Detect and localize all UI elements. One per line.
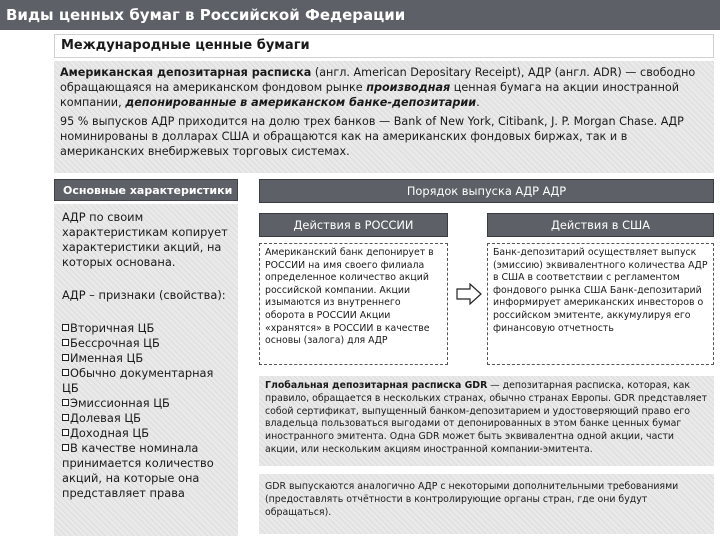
checkbox-bullet-icon: [62, 444, 69, 451]
right-arrow-icon: [456, 283, 482, 305]
intro-text-3: .: [476, 96, 480, 109]
russia-actions-box: Американский банк депонирует в РОССИИ на имя своего филиала определенное количество акций российской компании. Акции изымаются из внутреннего оборота в РОССИИ Акции «хранятся» в РОССИИ в качестве основы (залога) для АДР: [259, 243, 448, 365]
list-item: [62, 441, 230, 501]
list-item-label: Обычно документарная ЦБ: [62, 366, 214, 395]
gdr-definition-text: — депозитарная расписка, которая, как правило, обращается в нескольких странах, обычно странах Европы. GDR представляет собой сертификат, выпущенный банком-депозитарием и удостоверяющий право его владельца пользоваться выгодами от депонированных в этом банке ценных бумаг иностранного эмитента. Одна GDR может быть эквивалентна одной акции, части акции, или нескольким акциям иностранной компании-эмитента.: [265, 380, 708, 455]
list-item: [62, 351, 230, 366]
usa-actions-box: Банк-депозитарий осуществляет выпуск (эмиссию) эквивалентного количества АДР в США в соответствии с регламентом фондового рынка США Банк-депозитарий информирует американских инвесторов о российском эмитенте, аккумулируя его финансовую отчетность: [487, 243, 714, 365]
checkbox-bullet-icon: [62, 339, 69, 346]
issue-order-header: Порядок выпуска АДР АДР: [259, 179, 714, 203]
checkbox-bullet-icon: [62, 414, 69, 421]
list-item-label: В качестве номинала принимается количество акций, на которые она представляет права: [62, 441, 214, 500]
intro-text-1: (англ. American Depositary Receipt), АДР (англ. ADR) — свободно обращающаяся на американском фондовом рынке: [60, 66, 696, 94]
list-item-label: Эмиссионная ЦБ: [70, 396, 170, 410]
list-item-label: Именная ЦБ: [70, 351, 144, 365]
list-item: [62, 366, 230, 396]
characteristics-body: [54, 204, 238, 536]
list-item-label: Долевая ЦБ: [70, 411, 141, 425]
russia-actions-header: Действия в РОССИИ: [259, 213, 448, 237]
list-item: [62, 336, 230, 351]
properties-list: [62, 321, 230, 501]
section-subtitle: Международные ценные бумаги: [54, 34, 714, 58]
intro-emphasis-1: производная: [366, 81, 451, 94]
list-item: [62, 426, 230, 441]
checkbox-bullet-icon: [62, 354, 69, 361]
page-title: Виды ценных бумаг в Российской Федерации: [0, 0, 720, 30]
characteristics-para-2: АДР – признаки (свойства):: [62, 288, 226, 302]
list-item: [62, 321, 230, 336]
list-item-label: Бессрочная ЦБ: [70, 336, 160, 350]
checkbox-bullet-icon: [62, 369, 69, 376]
list-item-label: Вторичная ЦБ: [70, 321, 155, 335]
list-item: [62, 411, 230, 426]
intro-text-2: ценная бумага на акции иностранной компании,: [60, 81, 680, 109]
gdr-term: Глобальная депозитарная расписка GDR: [265, 380, 488, 391]
gdr-note-box: GDR выпускаются аналогично АДР с некоторыми дополнительными требованиями (предоставлять отчётности в контролирующие органы стран, где они будут обращаться).: [259, 474, 714, 534]
characteristics-column: [54, 179, 238, 536]
checkbox-bullet-icon: [62, 324, 69, 331]
characteristics-header: Основные характеристики: [54, 179, 238, 201]
list-item: [62, 396, 230, 411]
checkbox-bullet-icon: [62, 399, 69, 406]
characteristics-para-1: АДР по своим характеристикам копирует характеристики акций, на которых основана.: [62, 210, 228, 269]
gdr-definition-box: [259, 376, 714, 466]
intro-emphasis-2: депонированные в американском банке-депозитарии: [125, 96, 477, 109]
usa-actions-header: Действия в США: [487, 213, 714, 237]
adr-term: Американская депозитарная расписка: [60, 66, 312, 79]
intro-paragraph-1: [60, 65, 708, 110]
intro-box: [54, 61, 714, 173]
checkbox-bullet-icon: [62, 429, 69, 436]
intro-paragraph-2: 95 % выпусков АДР приходится на долю трех банков — Bank of New York, Citibank, J. P. Morgan Chase. АДР номинированы в долларах США и обращаются как на американских фондовых биржах, так и в американских внебиржевых торговых системах.: [60, 115, 684, 158]
list-item-label: Доходная ЦБ: [70, 426, 150, 440]
